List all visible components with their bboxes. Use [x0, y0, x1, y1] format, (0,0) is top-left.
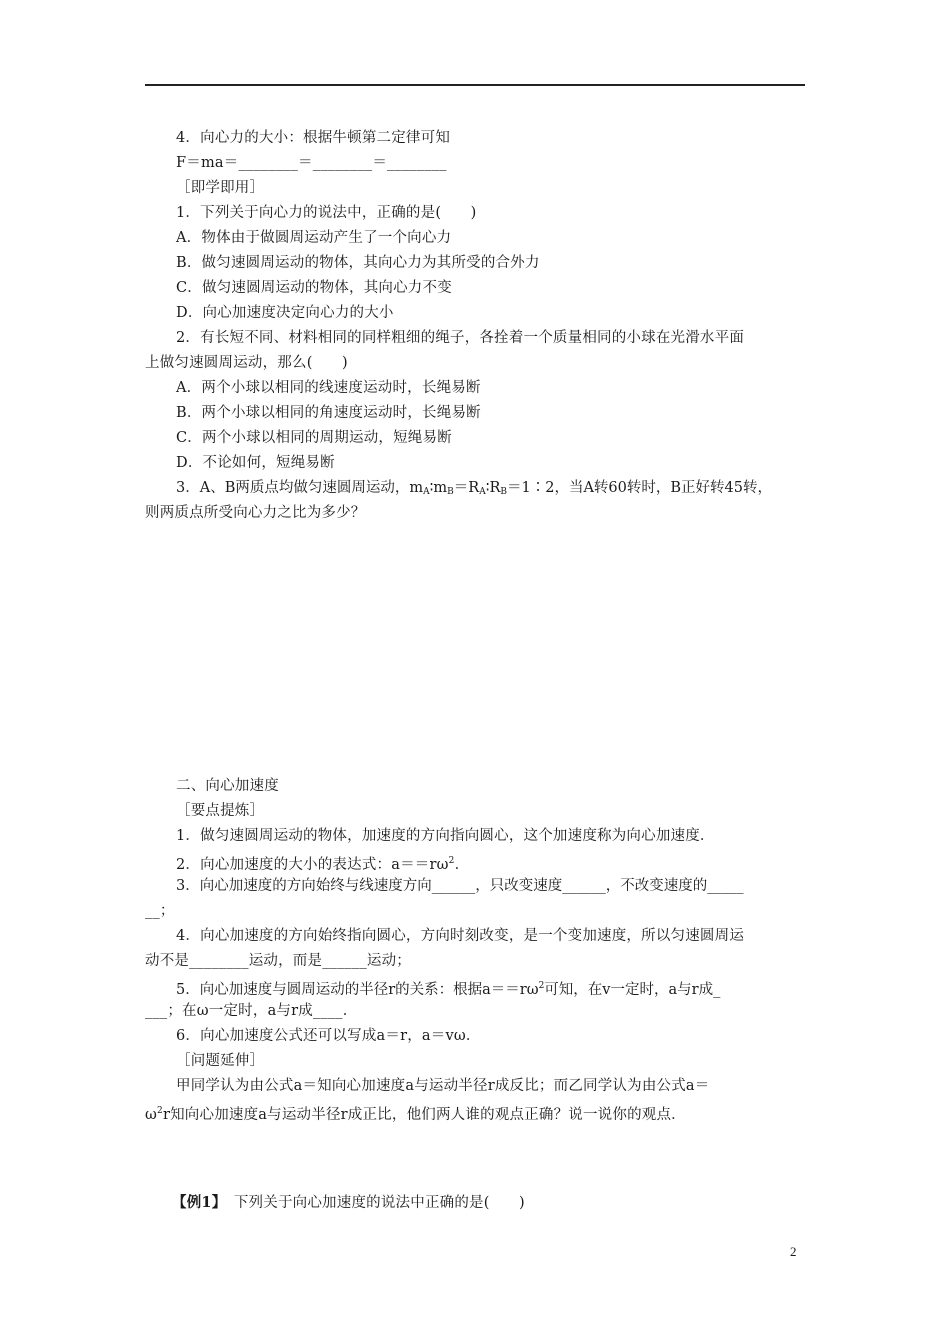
- jixue-heading: ［即学即用］: [176, 180, 265, 196]
- point-6: 6．向心加速度公式还可以写成a＝r，a＝vω．: [176, 1028, 481, 1044]
- q3-stem-line2: 则两质点所受向心力之比为多少？: [145, 505, 366, 521]
- point-4-line2: 动不是________运动，而是______运动；: [145, 953, 411, 969]
- page-number: 2: [790, 1244, 797, 1259]
- q2-option-a: A．两个小球以相同的线速度运动时，长绳易断: [176, 380, 481, 396]
- q2-option-c: C．两个小球以相同的周期运动，短绳易断: [176, 430, 452, 446]
- q1-option-d: D．向心加速度决定向心力的大小: [176, 305, 394, 321]
- point-1: 1．做匀速圆周运动的物体，加速度的方向指向圆心，这个加速度称为向心加速度．: [176, 828, 715, 844]
- example-1: [172, 1193, 837, 1213]
- header-rule: [145, 84, 805, 86]
- extension-line1: 甲同学认为由公式a＝知向心加速度a与运动半径r成反比；而乙同学认为由公式a＝: [176, 1078, 710, 1094]
- q2-stem-line1: 2．有长短不同、材料相同的同样粗细的绳子，各拴着一个质量相同的小球在光滑水平面: [176, 330, 745, 346]
- yanshen-heading: ［问题延伸］: [176, 1053, 265, 1069]
- q1-option-a: A．物体由于做圆周运动产生了一个向心力: [176, 230, 452, 246]
- section2-title: 二、向心加速度: [176, 778, 279, 794]
- point-3-line1: 3．向心加速度的方向始终与线速度方向______，只改变速度______，不改变速度的_____: [176, 878, 744, 894]
- q2-option-d: D．不论如何，短绳易断: [176, 455, 335, 471]
- extension-line2: $\omega^2r$知向心加速度a与运动半径r成正比，他们两人谁的观点正确？说一说你的观点．: [145, 1106, 686, 1123]
- q1-stem: 1．下列关于向心力的说法中，正确的是( ): [176, 205, 477, 221]
- point-2: 2．向心加速度的大小的表达式：$a==r\omega^2$．: [176, 856, 470, 873]
- q1-option-c: C．做匀速圆周运动的物体，其向心力不变: [176, 280, 452, 296]
- section4-formula: F＝ma＝________＝________＝________: [176, 155, 447, 171]
- point-3-line2: __；: [145, 903, 175, 919]
- point-5-line1: 5．向心加速度与圆周运动的半径r的关系：根据$a==r\omega^2$可知，在v一定时，a与r成_: [176, 981, 721, 998]
- q2-stem-line2: 上做匀速圆周运动，那么( ): [145, 355, 348, 371]
- example-text: 下列关于向心加速度的说法中正确的是( ): [233, 1195, 525, 1211]
- example-label: 【例1】: [172, 1194, 220, 1211]
- q2-option-b: B．两个小球以相同的角速度运动时，长绳易断: [176, 405, 481, 421]
- section4-title: 4．向心力的大小：根据牛顿第二定律可知: [176, 130, 451, 146]
- point-4-line1: 4．向心加速度的方向始终指向圆心，方向时刻改变，是一个变加速度，所以匀速圆周运: [176, 928, 745, 944]
- yaodian-heading: ［要点提炼］: [176, 803, 265, 819]
- q1-option-b: B．做匀速圆周运动的物体，其向心力为其所受的合外力: [176, 255, 540, 271]
- point-5-line2: ___；在ω一定时，a与r成____．: [145, 1003, 358, 1019]
- q3-stem-line1: 3．A、B两质点均做匀速圆周运动，$m_A∶m_B=R_A∶R_B=1∶2$，当A转60转时，B正好转45转，: [176, 480, 772, 497]
